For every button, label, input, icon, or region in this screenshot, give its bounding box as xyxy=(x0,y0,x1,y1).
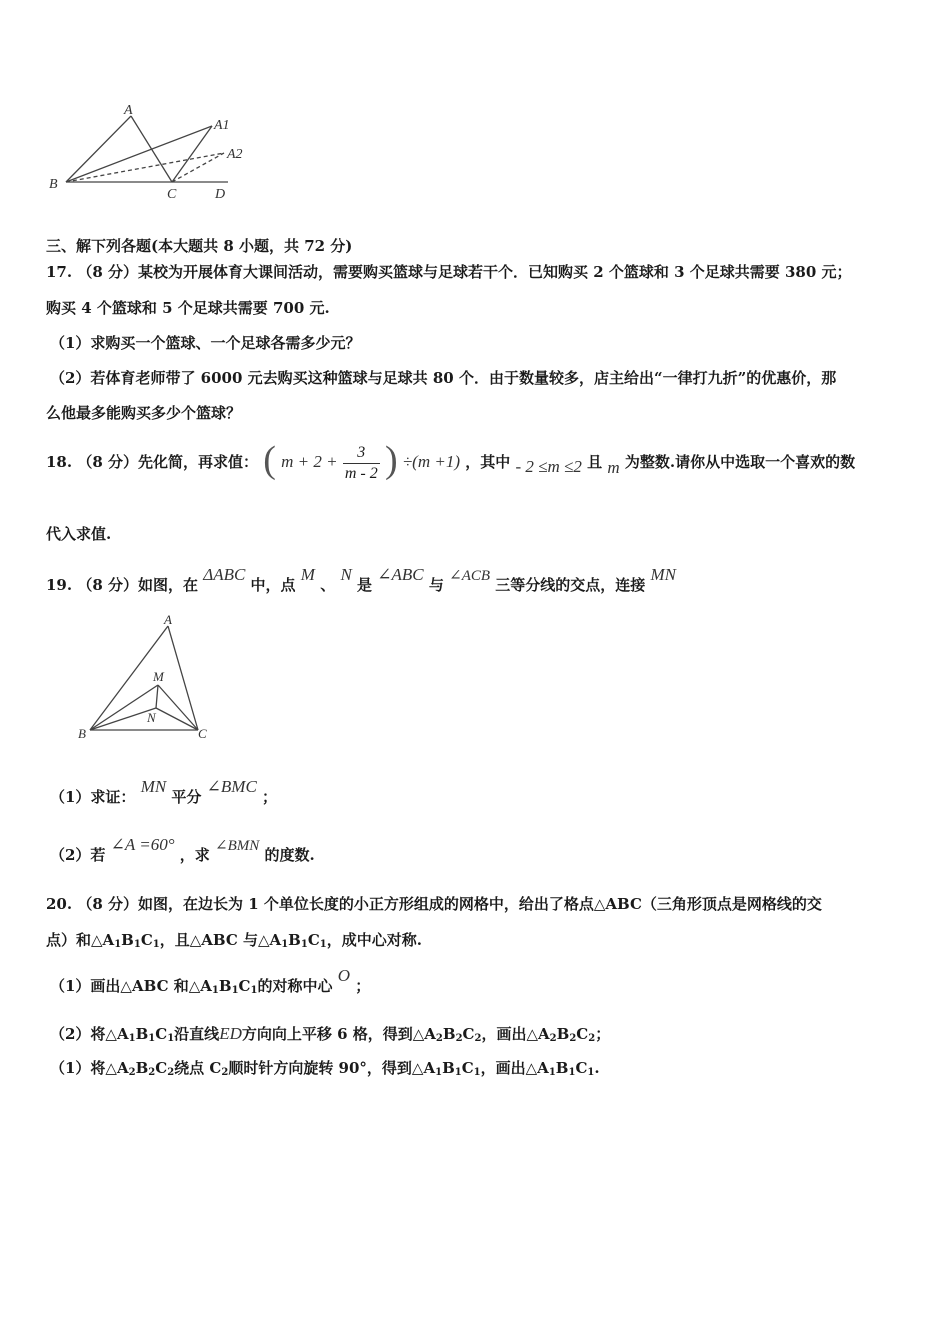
q20-p2-c: C xyxy=(155,1025,168,1043)
fig1-label-A: A xyxy=(124,103,133,118)
q20-p3-a: （1）将△A xyxy=(50,1059,129,1077)
fig1-label-C: C xyxy=(167,187,177,202)
sub-2: 2 xyxy=(549,1033,557,1044)
sub-2: 2 xyxy=(474,1033,482,1044)
q20-p3-d: 绕点 C xyxy=(174,1059,222,1077)
sub-1: 1 xyxy=(435,1067,443,1078)
fig1-label-B: B xyxy=(49,177,58,192)
q19-p2-mid: ，求 xyxy=(179,846,210,864)
q19-p2-prefix: （2）若 xyxy=(50,846,106,864)
q19-p1-angle: ∠BMC xyxy=(206,777,257,796)
sub-1: 1 xyxy=(473,1067,481,1078)
q19-p2-end: 的度数. xyxy=(264,846,315,864)
left-paren: ( xyxy=(263,439,276,481)
q17-part1: （1）求购买一个篮球、一个足球各需多少元？ xyxy=(50,334,361,352)
q18-line2: 代入求值. xyxy=(46,525,112,543)
sub-1: 1 xyxy=(281,939,289,950)
q19-part1 xyxy=(50,777,278,812)
sub-2: 2 xyxy=(221,1067,229,1078)
fig1-label-A1: A1 xyxy=(214,118,230,133)
q20-p3-j: C xyxy=(575,1059,588,1077)
fig1-label-D: D xyxy=(215,187,226,202)
sub-2: 2 xyxy=(148,1067,156,1078)
fig2-label-N: N xyxy=(147,710,156,725)
sub-1: 1 xyxy=(319,939,327,950)
q19-p2-condition: ∠A =60° xyxy=(110,835,175,854)
q20-p2-e: 方向向上平移 6 格，得到△A xyxy=(241,1025,436,1043)
q19-part2 xyxy=(50,835,315,870)
q20-part1 xyxy=(50,968,370,1004)
q20-p2-k: ； xyxy=(595,1025,611,1043)
q19-p1-mid: 平分 xyxy=(171,788,202,806)
q19-p1-MN: MN xyxy=(140,777,167,796)
q17-part2-line1: （2）若体育老师带了 6000 元去购买这种篮球与足球共 80 个．由于数量较多，店主给出“一律打九折”的优惠价，那 xyxy=(50,369,837,387)
q19-t4: 与 xyxy=(428,576,444,594)
q20-p2-b: B xyxy=(135,1025,149,1043)
q20-p3-b: B xyxy=(135,1059,149,1077)
q19-point-N: N xyxy=(340,565,352,584)
q18-frac-den: m - 2 xyxy=(344,464,378,482)
q19-segment-MN: MN xyxy=(650,565,677,584)
q19-p2-angle: ∠BMN xyxy=(215,838,260,854)
q19-t3: 是 xyxy=(357,576,373,594)
q18-var: m xyxy=(607,458,620,477)
fig2-label-M: M xyxy=(153,669,164,684)
q20-p2-d: 沿直线 xyxy=(174,1025,220,1043)
q18-prefix: 18. （8 分）先化简，再求值： xyxy=(46,453,258,471)
sub-2: 2 xyxy=(128,1067,136,1078)
q17-line2: 购买 4 个篮球和 5 个足球共需要 700 元. xyxy=(46,299,330,317)
q20-p1-a: （1）画出△ABC 和△A xyxy=(50,977,212,995)
q20-center-O: O xyxy=(337,966,350,985)
sub-2: 2 xyxy=(167,1067,175,1078)
q20-l2-f: C xyxy=(307,931,320,949)
sub-2: 2 xyxy=(455,1033,463,1044)
sub-1: 1 xyxy=(231,985,239,996)
sub-1: 1 xyxy=(114,939,122,950)
q20-p3-f: B xyxy=(442,1059,455,1077)
q18-condition: - 2 ≤m ≤2 xyxy=(515,457,582,476)
q18-mid: ，其中 xyxy=(465,453,511,471)
q18-suffix: 为整数.请你从中选取一个喜欢的数 xyxy=(624,453,856,471)
right-paren: ) xyxy=(384,439,398,481)
q19-t1: 中，点 xyxy=(250,576,296,594)
q20-p2-a: （2）将△A xyxy=(50,1025,129,1043)
fig1-label-A2: A2 xyxy=(227,147,243,162)
figure-triangle-trisectors xyxy=(76,612,216,742)
q19-p1-end: ； xyxy=(262,788,278,806)
q20-p2-h: ，画出△A xyxy=(481,1025,550,1043)
section-title: 三、解下列各题(本大题共 8 小题，共 72 分) xyxy=(46,237,353,255)
sub-1: 1 xyxy=(148,1033,156,1044)
sub-2: 2 xyxy=(588,1033,596,1044)
sub-1: 1 xyxy=(454,1067,462,1078)
sub-1: 1 xyxy=(250,985,258,996)
q19-point-M: M xyxy=(300,565,315,584)
q20-l2-g: ，成中心对称. xyxy=(326,931,422,949)
q17-line1: 17. （8 分）某校为开展体育大课间活动，需要购买篮球与足球若干个．已知购买 2 个篮球和 3 个足球共需要 380 元； xyxy=(46,263,852,281)
q20-line1: 20. （8 分）如图，在边长为 1 个单位长度的小正方形组成的网格中，给出了格点△ABC（三角形顶点是网格线的交 xyxy=(46,895,822,913)
sub-2: 2 xyxy=(435,1033,443,1044)
q20-p3-i: B xyxy=(555,1059,569,1077)
figure-triangle-rotation xyxy=(44,98,254,208)
q20-p1-d: 的对称中心 xyxy=(257,977,333,995)
sub-1: 1 xyxy=(568,1067,576,1078)
q20-line2 xyxy=(46,930,422,955)
q19-t5: 三等分线的交点，连接 xyxy=(495,576,646,594)
q20-p3-h: ，画出△A xyxy=(480,1059,549,1077)
q19-p1-prefix: （1）求证： xyxy=(50,788,136,806)
q20-p3-k: . xyxy=(594,1059,600,1077)
q19-line1 xyxy=(46,565,677,600)
q19-triangle: ΔABC xyxy=(203,565,246,584)
q20-p2-i: B xyxy=(556,1025,570,1043)
q20-part2 xyxy=(50,1024,610,1049)
sub-1: 1 xyxy=(167,1033,175,1044)
q19-t2: 、 xyxy=(320,576,336,594)
sub-1: 1 xyxy=(548,1067,556,1078)
fig2-label-B: B xyxy=(78,726,86,741)
sub-1: 1 xyxy=(300,939,308,950)
q20-l2-d: ，且△ABC 与△A xyxy=(159,931,282,949)
sub-2: 2 xyxy=(569,1033,577,1044)
sub-1: 1 xyxy=(587,1067,595,1078)
q18-frac-num: 3 xyxy=(343,443,380,464)
fig2-label-A: A xyxy=(164,612,172,627)
q20-p1-e: ； xyxy=(355,977,371,995)
q20-l2-b: B xyxy=(121,931,134,949)
q19-angle-ABC: ∠ABC xyxy=(377,565,424,584)
q18-expr-b: ÷(m +1) xyxy=(402,452,460,471)
q20-p2-g: C xyxy=(462,1025,475,1043)
q20-p3-e: 顺时针方向旋转 90°，得到△A xyxy=(228,1059,436,1077)
sub-1: 1 xyxy=(152,939,160,950)
q20-line-ED: ED xyxy=(219,1024,242,1043)
sub-1: 1 xyxy=(128,1033,136,1044)
q20-p1-b: B xyxy=(218,977,232,995)
q17-part2-line2: 么他最多能购买多少个篮球？ xyxy=(46,404,242,422)
q18-fraction xyxy=(343,443,380,484)
q20-p3-g: C xyxy=(461,1059,474,1077)
fig2-label-C: C xyxy=(198,726,207,741)
q20-l2-a: 点）和△A xyxy=(46,931,115,949)
sub-1: 1 xyxy=(133,939,141,950)
q20-part3 xyxy=(50,1058,600,1083)
q19-angle-ACB: ∠ACB xyxy=(449,568,491,584)
q20-l2-e: B xyxy=(288,931,301,949)
sub-1: 1 xyxy=(211,985,219,996)
q18-expr-a: m + 2 + xyxy=(281,452,338,471)
q18-and: 且 xyxy=(587,453,603,471)
q20-p2-j: C xyxy=(576,1025,589,1043)
q20-l2-c: C xyxy=(140,931,153,949)
q20-p2-f: B xyxy=(442,1025,456,1043)
q19-prefix: 19. （8 分）如图，在 xyxy=(46,576,198,594)
q20-p3-c: C xyxy=(155,1059,168,1077)
q20-p1-c: C xyxy=(238,977,251,995)
q18-line1 xyxy=(46,440,855,484)
